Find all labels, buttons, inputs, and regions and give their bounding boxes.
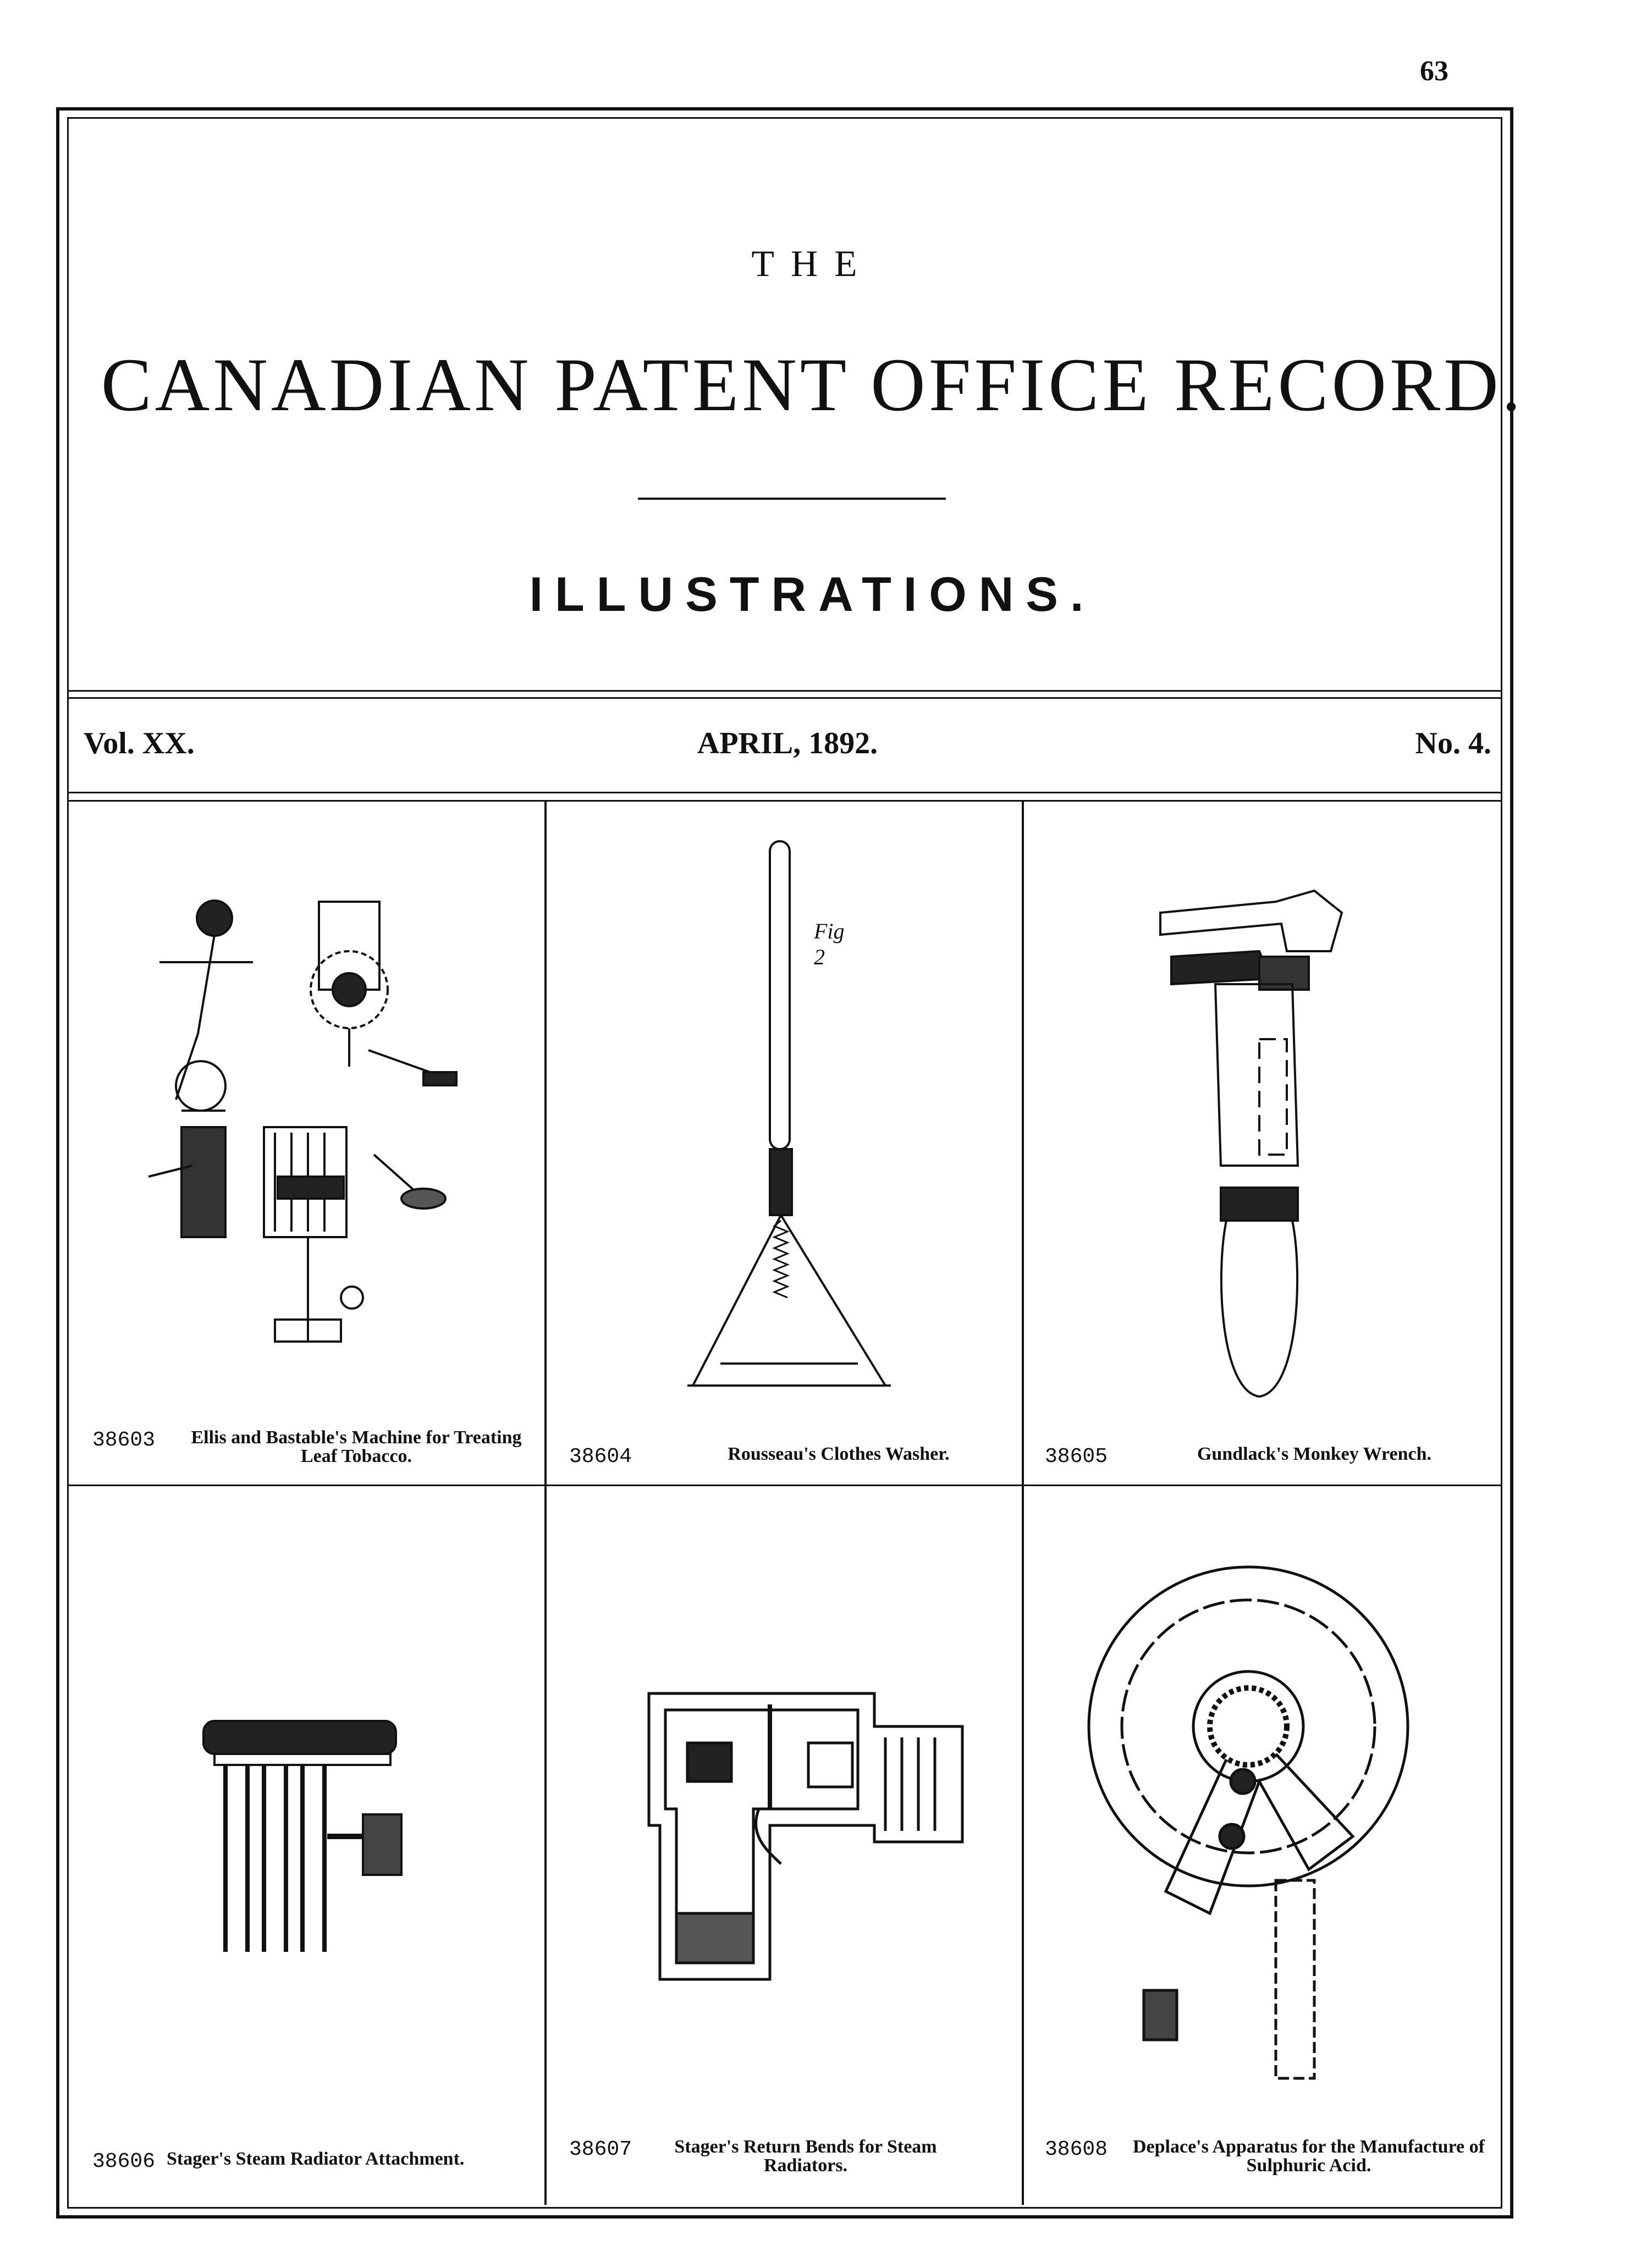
washer-fig-label: Fig 2 bbox=[814, 919, 845, 969]
patent-title: Ellis and Bastable's Machine for Treating Leaf Tobacco. bbox=[191, 1427, 522, 1466]
patent-number: 38607 bbox=[569, 2138, 632, 2161]
column-divider-1 bbox=[544, 802, 547, 2205]
section-heading: ILLUSTRATIONS. bbox=[529, 567, 1096, 621]
rule-below-issue-2 bbox=[69, 800, 1501, 802]
patent-title: Rousseau's Clothes Washer. bbox=[728, 1444, 950, 1464]
patent-number: 38604 bbox=[569, 1445, 632, 1469]
patent-title: Stager's Steam Radiator Attachment. bbox=[167, 2149, 465, 2169]
rule-above-issue-2 bbox=[69, 697, 1501, 699]
monkey-wrench-illustration bbox=[1149, 880, 1380, 1408]
title-divider bbox=[638, 498, 946, 500]
issue-line bbox=[84, 726, 1491, 775]
radiator-attachment-illustration bbox=[203, 1721, 423, 1952]
patent-title: Deplace's Apparatus for the Manufacture of Sulphuric Acid. bbox=[1133, 2137, 1485, 2176]
sulphuric-acid-apparatus-illustration bbox=[1078, 1561, 1430, 2089]
column-divider-2 bbox=[1022, 802, 1024, 2205]
patent-number: 38605 bbox=[1045, 1445, 1108, 1469]
issue-number: No. 4. bbox=[1415, 726, 1491, 760]
patent-title: Gundlack's Monkey Wrench. bbox=[1197, 1444, 1432, 1464]
return-bend-illustration bbox=[627, 1682, 968, 1990]
row-divider bbox=[69, 1485, 1501, 1486]
title-the: THE bbox=[751, 242, 874, 284]
rule-above-issue bbox=[69, 690, 1501, 692]
patent-number: 38608 bbox=[1045, 2138, 1108, 2161]
volume-label: Vol. XX. bbox=[84, 726, 195, 760]
issue-date: APRIL, 1892. bbox=[697, 726, 878, 760]
rule-below-issue bbox=[69, 792, 1501, 793]
page-number: 63 bbox=[1420, 56, 1448, 87]
patent-number: 38603 bbox=[92, 1428, 156, 1452]
patent-number: 38606 bbox=[92, 2150, 156, 2173]
clothes-washer-illustration bbox=[687, 841, 896, 1408]
tobacco-machine-illustration bbox=[137, 869, 500, 1386]
patent-title: Stager's Return Bends for Steam Radiators. bbox=[674, 2137, 937, 2176]
publication-title: CANADIAN PATENT OFFICE RECORD. bbox=[101, 343, 1524, 427]
